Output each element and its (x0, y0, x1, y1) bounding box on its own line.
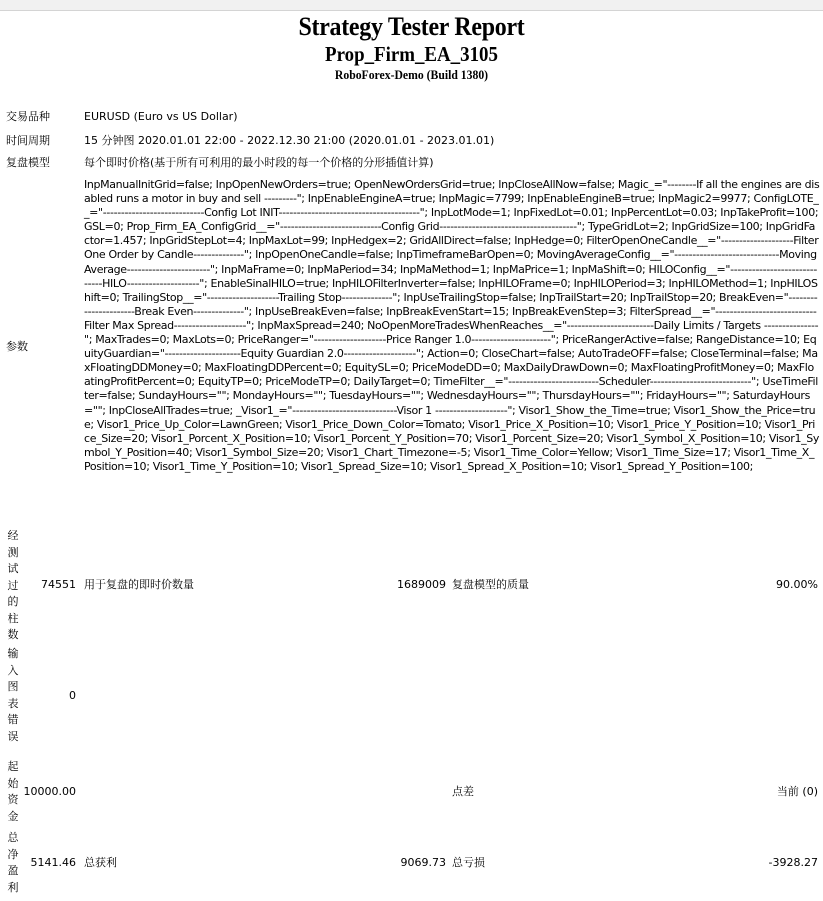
model-value: 每个即时价格(基于所有可利用的最小时段的每一个价格的分形插值计算) (84, 156, 434, 169)
gross-loss-value: -3928.27 (768, 856, 818, 869)
errors-value: 0 (69, 689, 76, 702)
params-value: InpManualInitGrid=false; InpOpenNewOrders=true; OpenNewOrdersGrid=true; InpCloseAllNow=false; Magic_="--------If all the engines are disabled runs a motor in buy and sell ---------"; InpEnableEngineA=true; InpMagic=7799; InpEnableEngineB=true; InpMagic2=9977; ConfigLOTE__="----------------------------Config Lot INIT---------------------------------------"; InpLotMode=1; InpFixedLot=0.01; InpPercentLot=0.03; InpTakeProfit=100; GSL=0; Prop_Firm_EA_ConfigGrid__="----------------------------Config Grid--------------------------------------"; TypeGridLot=2; InpGridSize=100; InpGridFactor=1.457; InpGridStepLot=4; InpMaxLot=99; InpHedgex=2; GridAllDirect=false; InpHedge=0; FilterOpenOneCandle__="--------------------Filter One Order by Candle--------------"; InpOpenOneCandle=false; InpTimeframeBarOpen=0; MovingAverageConfig__="-----------------------------Moving Average-----------------------"; InpMaFrame=0; InpMaPeriod=34; InpMaMethod=1; InpMaPrice=1; InpMaShift=0; HILOConfig__="-----------------------------HILO--------------------"; EnableSinalHILO=true; InpHILOFilterInverter=false; InpHILOFrame=0; InpHILOPeriod=3; InpHILOMethod=1; InpHILOShift=0; TrailingStop__="--------------------Trailing Stop--------------"; InpUseTrailingStop=false; InpTrailStart=20; InpTrailStop=20; BreakEven="----------------------Break Even--------------"; InpUseBreakEven=false; InpBreakEvenStart=15; InpBreakEvenStep=3; FilterSpread__="----------------------------Filter Max Spread--------------------"; InpMaxSpread=240; NoOpenMoreTradesWhenReaches__="------------------------Daily Limits / Targets ---------------"; MaxTrades=0; MaxLots=0; PriceRanger="--------------------Price Ranger 1.0----------------------"; PriceRangerActive=false; RangeDistance=10; EquityGuardian="---------------------Equity Guardian 2.0--------------------"; Action=0; CloseChart=false; AutoTradeOFF=false; CloseTerminal=false; MaxFloatingDDMoney=0; MaxFloatingDDPercent=0; EquitySL=0; PriceModeDD=0; MaxDailyDrawDown=0; MaxFloatingProfitMoney=0; MaxFloatingProfitPercent=0; EquityTP=0; PriceModeTP=0; DailyTarget=0; TimeFilter__="-------------------------Scheduler----------------------------"; UseTimeFilter=false; SundayHours=""; MondayHours=""; TuesdayHours=""; WednesdayHours=""; ThursdayHours=""; FridayHours=""; SaturdayHours=""; InpCloseAllTrades=true; _Visor1_="-----------------------------Visor 1 --------------------"; Visor1_Show_the_Time=true; Visor1_Show_the_Price=true; Visor1_Price_Up_Color=LawnGreen; Visor1_Price_Down_Color=Tomato; Visor1_Price_X_Position=10; Visor1_Price_Y_Position=10; Visor1_Price_Size=20; Visor1_Porcent_X_Position=10; Visor1_Porcent_Y_Position=70; Visor1_Porcent_Size=20; Visor1_Symbol_X_Position=10; Visor1_Symbol_Y_Position=40; Visor1_Symbol_Size=20; Visor1_Chart_Timezone=-5; Visor1_Time_Color=Yellow; Visor1_Time_Size=17; Visor1_Time_X_Position=10; Visor1_Time_Y_Position=10; Visor1_Spread_Size=10; Visor1_Spread_X_Position=10; Visor1_Spread_Y_Position=100; (84, 178, 820, 473)
symbol-value: EURUSD (Euro vs US Dollar) (84, 110, 238, 123)
quality-value: 90.00% (776, 578, 818, 591)
period-label: 时间周期 (6, 134, 50, 147)
gross-profit-label: 总获利 (84, 856, 117, 869)
quality-label: 复盘模型的质量 (452, 578, 529, 591)
ea-name: Prop_Firm_EA_3105 (325, 42, 498, 66)
bars-label: 经测试过的柱数 (7, 529, 19, 641)
bars-value: 74551 (41, 578, 76, 591)
gross-profit-value: 9069.73 (400, 856, 446, 869)
net-profit-label: 总净盈利 (7, 831, 19, 894)
spread-value: 当前 (0) (776, 785, 818, 798)
report-title: Strategy Tester Report (298, 12, 525, 41)
model-label: 复盘模型 (6, 156, 50, 169)
errors-label: 输入图表错误 (7, 647, 19, 743)
spread-label: 点差 (452, 785, 474, 798)
deposit-value: 10000.00 (23, 785, 76, 798)
params-label: 参数 (6, 340, 28, 353)
net-profit-value: 5141.46 (30, 856, 76, 869)
ticks-value: 1689009 (397, 578, 446, 591)
report-header (0, 12, 823, 83)
server-build: RoboForex-Demo (Build 1380) (334, 67, 489, 82)
gross-loss-label: 总亏损 (452, 856, 485, 869)
ticks-label: 用于复盘的即时价数量 (84, 578, 194, 591)
symbol-label: 交易品种 (6, 110, 50, 123)
period-value: 15 分钟图 2020.01.01 22:00 - 2022.12.30 21:00 (2020.01.01 - 2023.01.01) (84, 134, 495, 147)
deposit-label: 起始资金 (7, 760, 19, 823)
browser-top-bar (0, 0, 823, 11)
